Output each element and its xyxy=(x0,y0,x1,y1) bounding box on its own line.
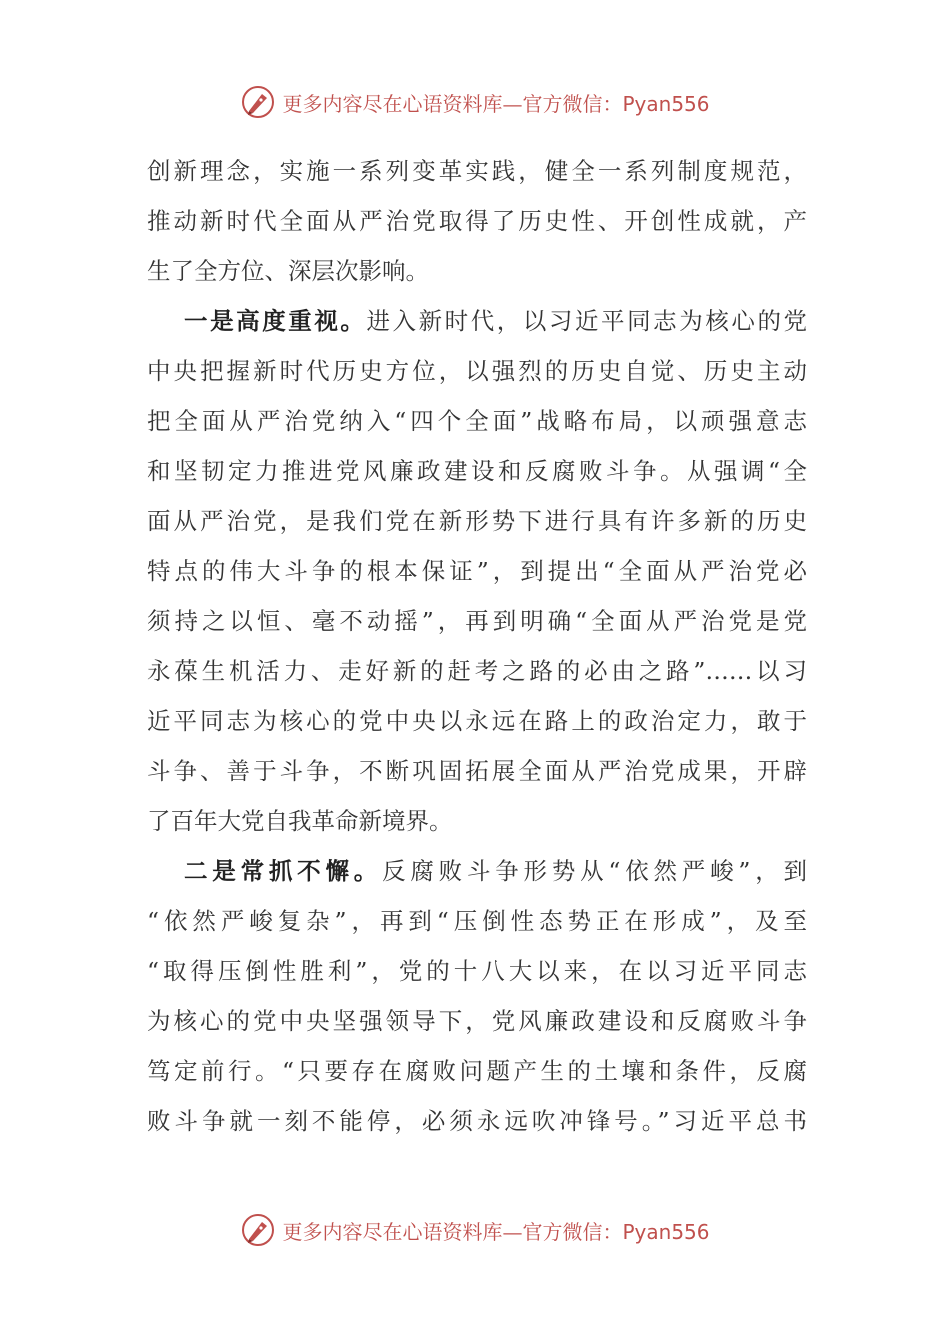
text-line: 把全面从严治党纳入“四个全面”战略布局，以顽强意志 xyxy=(147,407,807,435)
text-span: 进入新时代，以习近平同志为核心的党 xyxy=(366,307,808,335)
document-body xyxy=(147,146,807,1146)
text-line: 败斗争就一刻不能停，必须永远吹冲锋号。”习近平总书 xyxy=(147,1107,807,1135)
text-line: “取得压倒性胜利”，党的十八大以来，在以习近平同志 xyxy=(147,957,807,985)
banner-text xyxy=(282,88,709,117)
header-banner xyxy=(0,82,950,122)
text-line: 推动新时代全面从严治党取得了历史性、开创性成就，产 xyxy=(147,207,807,235)
paragraph-first-line xyxy=(147,846,807,896)
text-line: “依然严峻复杂”，再到“压倒性态势正在形成”，及至 xyxy=(147,907,807,935)
footer-banner xyxy=(0,1210,950,1250)
text-line: 须持之以恒、毫不动摇”，再到明确“全面从严治党是党 xyxy=(147,607,807,635)
pen-nib-icon xyxy=(240,1212,276,1248)
wechat-id: Pyan556 xyxy=(622,1219,710,1244)
banner-slogan: 更多内容尽在心语资料库—官方微信： xyxy=(282,1219,623,1244)
text-line: 创新理念，实施一系列变革实践，健全一系列制度规范， xyxy=(147,157,807,185)
banner-slogan: 更多内容尽在心语资料库—官方微信： xyxy=(282,91,623,116)
text-line: 永葆生机活力、走好新的赶考之路的必由之路”……以习 xyxy=(147,657,807,685)
wechat-id: Pyan556 xyxy=(622,91,710,116)
text-line: 面从严治党，是我们党在新形势下进行具有许多新的历史 xyxy=(147,507,807,535)
banner-text xyxy=(282,1216,709,1245)
paragraph-first-line xyxy=(147,296,807,346)
paragraph-lead: 一是高度重视。 xyxy=(184,307,367,335)
paragraph-lead: 二是常抓不懈。 xyxy=(184,857,383,885)
text-line: 特点的伟大斗争的根本保证”，到提出“全面从严治党必 xyxy=(147,557,807,585)
text-line: 为核心的党中央坚强领导下，党风廉政建设和反腐败斗争 xyxy=(147,1007,807,1035)
text-line: 中央把握新时代历史方位，以强烈的历史自觉、历史主动 xyxy=(147,357,807,385)
text-line: 生了全方位、深层次影响。 xyxy=(147,257,429,285)
text-line: 斗争、善于斗争，不断巩固拓展全面从严治党成果，开辟 xyxy=(147,757,807,785)
text-span: 反腐败斗争形势从“依然严峻”，到 xyxy=(382,857,808,885)
text-line: 和坚韧定力推进党风廉政建设和反腐败斗争。从强调“全 xyxy=(147,457,807,485)
pen-nib-icon xyxy=(240,84,276,120)
text-line: 笃定前行。“只要存在腐败问题产生的土壤和条件，反腐 xyxy=(147,1057,807,1085)
text-line: 近平同志为核心的党中央以永远在路上的政治定力，敢于 xyxy=(147,707,807,735)
text-line: 了百年大党自我革命新境界。 xyxy=(147,807,453,835)
